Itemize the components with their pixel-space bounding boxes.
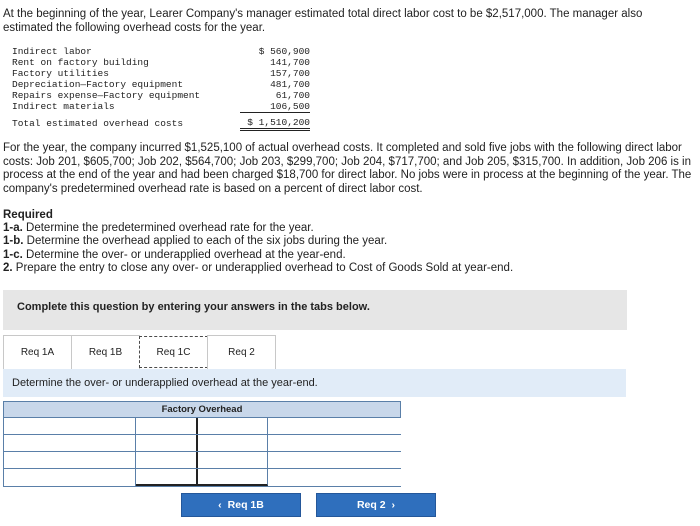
cost-row — [12, 101, 310, 113]
tab-instruction: Determine the over- or underapplied overhead at the year-end. — [12, 377, 318, 389]
credit-label-input[interactable] — [268, 435, 406, 451]
required-item: 1-c. Determine the over- or underapplied overhead at the year-end. — [3, 248, 346, 261]
cost-label: Rent on factory building — [12, 57, 149, 68]
required-item: 1-a. Determine the predetermined overhead rate for the year. — [3, 222, 314, 235]
cost-amount: $ 560,900 — [258, 46, 310, 57]
debit-amount-input[interactable] — [136, 418, 198, 434]
debit-label-input[interactable] — [4, 435, 136, 451]
required-heading: Required — [3, 209, 53, 221]
t-account-row — [4, 435, 400, 452]
prev-req-1b-button[interactable] — [181, 493, 301, 517]
total-amount: $ 1,510,200 — [240, 113, 310, 130]
tab-req-1b[interactable]: Req 1B — [71, 335, 140, 369]
factory-overhead-t-account — [3, 401, 401, 487]
debit-label-input[interactable] — [4, 452, 136, 468]
tab-req-1a[interactable]: Req 1A — [3, 335, 72, 369]
cost-amount: 61,700 — [275, 90, 310, 101]
chevron-right-icon: › — [391, 499, 396, 511]
required-item: 1-b. Determine the overhead applied to each of the six jobs during the year. — [3, 235, 388, 248]
cost-amount: 106,500 — [240, 101, 310, 113]
cost-row — [12, 90, 310, 101]
next-req-2-button[interactable] — [316, 493, 436, 517]
cost-amount: 141,700 — [270, 57, 310, 68]
tab-req-2[interactable]: Req 2 — [207, 335, 276, 369]
overhead-cost-table — [12, 46, 310, 131]
required-section — [3, 209, 513, 275]
instructions-text: Complete this question by entering your answers in the tabs below. — [17, 301, 370, 313]
credit-label-input[interactable] — [268, 418, 406, 434]
required-item: 2. Prepare the entry to close any over- or underapplied overhead to Cost of Goods Sold at year-end. — [3, 261, 514, 274]
cost-label: Indirect materials — [12, 101, 115, 113]
cost-label: Depreciation—Factory equipment — [12, 79, 184, 90]
chevron-left-icon: ‹ — [218, 499, 222, 511]
tab-req-1c[interactable]: Req 1C — [139, 336, 208, 368]
t-account-row — [4, 452, 400, 469]
balance-label-input[interactable] — [4, 469, 136, 486]
debit-label-input[interactable] — [4, 418, 136, 434]
cost-row — [12, 79, 310, 90]
next-button-label: Req 2 — [356, 499, 386, 511]
instructions-panel — [3, 290, 627, 330]
credit-amount-input[interactable] — [198, 452, 268, 468]
problem-paragraph: For the year, the company incurred $1,525,100 of actual overhead costs. It completed and sold five jobs with the following direct labor costs: Job 201, $605,700; Job 202, $564,700; Job 203, $299,700; Job 204, $717,700; and Job 205, $315,700. In addition, Job 206 is in process at the end of the year and had been charged $18,700 for direct labor. No jobs were in process at the beginning of the year. The company's predetermined overhead rate is based on a percent of direct labor cost. — [3, 142, 692, 195]
total-label: Total estimated overhead costs — [12, 117, 184, 129]
cost-total-row — [12, 113, 310, 130]
t-account-title: Factory Overhead — [4, 402, 400, 418]
cost-label: Indirect labor — [12, 46, 92, 57]
debit-amount-input[interactable] — [136, 435, 198, 451]
cost-label: Factory utilities — [12, 68, 109, 79]
credit-amount-input[interactable] — [198, 418, 268, 434]
prev-button-label: Req 1B — [227, 499, 264, 511]
t-account-balance-row — [4, 469, 400, 486]
cost-amount: 481,700 — [270, 79, 310, 90]
cost-row — [12, 46, 310, 57]
cost-row — [12, 57, 310, 68]
problem-intro: At the beginning of the year, Learer Company's manager estimated total direct labor cost to be $2,517,000. The manager also estimated the following overhead costs for the year. — [3, 8, 643, 34]
credit-amount-input[interactable] — [198, 435, 268, 451]
credit-balance-label-input[interactable] — [268, 469, 406, 486]
cost-amount: 157,700 — [270, 68, 310, 79]
credit-label-input[interactable] — [268, 452, 406, 468]
credit-balance-input[interactable] — [198, 469, 268, 486]
tab-instruction-bar — [3, 369, 626, 397]
debit-balance-input[interactable] — [136, 469, 198, 486]
cost-row — [12, 68, 310, 79]
t-account-row — [4, 418, 400, 435]
cost-label: Repairs expense—Factory equipment — [12, 90, 201, 101]
debit-amount-input[interactable] — [136, 452, 198, 468]
tab-bar — [3, 335, 275, 369]
